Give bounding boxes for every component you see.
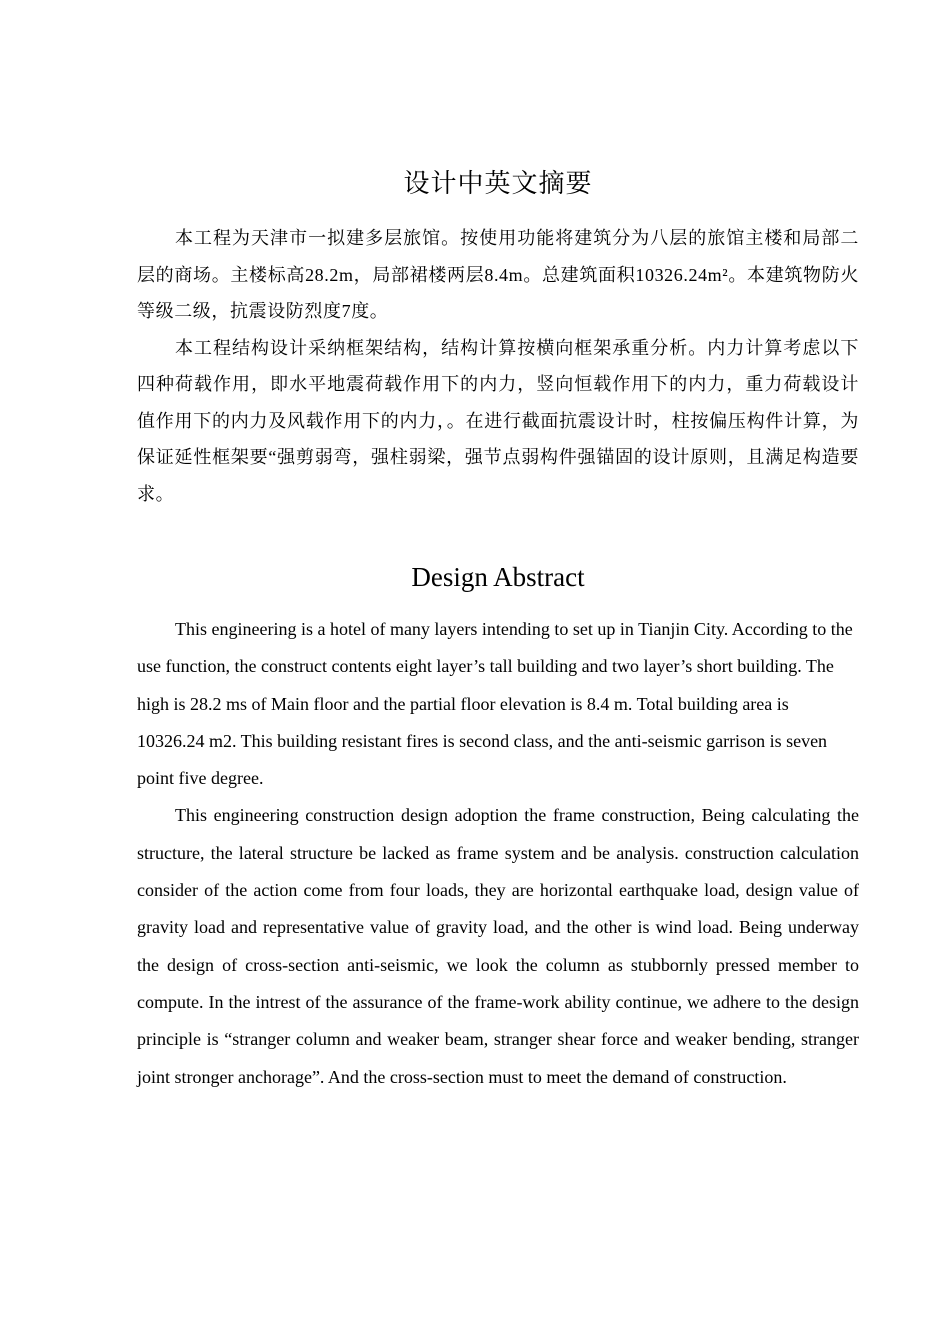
chinese-paragraph-1: 本工程为天津市一拟建多层旅馆。按使用功能将建筑分为八层的旅馆主楼和局部二层的商场。主楼标高28.2m，局部裙楼两层8.4m。总建筑面积10326.24m²。本建筑物防火等级二级，抗震设防烈度7度。: [137, 228, 859, 321]
english-paragraph-1: This engineering is a hotel of many layers intending to set up in Tianjin City. According to the use function, the construct contents eight layer’s tall building and two layer’s short building. The high is 28.2 ms of Main floor and the partial floor elevation is 8.4 m. Total building area is 10326.24 m2. This building resistant fires is second class, and the anti-seismic garrison is seven point five degree.: [137, 619, 853, 789]
chinese-abstract-title: 设计中英文摘要: [403, 169, 593, 198]
chinese-paragraph-2: 本工程结构设计采纳框架结构，结构计算按横向框架承重分析。内力计算考虑以下四种荷载作用，即水平地震荷载作用下的内力，竖向恒载作用下的内力，重力荷载设计值作用下的内力及风载作用下的内力，。在进行截面抗震设计时，柱按偏压构件计算，为保证延性框架要“强剪弱弯，强柱弱梁，强节点弱构件强锚固的设计原则，且满足构造要求。: [137, 337, 859, 504]
chinese-abstract-body: [137, 220, 859, 512]
english-abstract-title: Design Abstract: [411, 562, 585, 592]
english-paragraph-2: This engineering construction design adoption the frame construction, Being calculating the structure, the lateral structure be lacked as frame system and be analysis. construction calculation consider of the action come from four loads, they are horizontal earthquake load, design value of gravity load and representative value of gravity load, and the other is wind load. Being underway the design of cross-section anti-seismic, we look the column as stubbornly pressed member to compute. In the intrest of the assurance of the frame-work ability continue, we adhere to the design principle is “stranger column and weaker beam, stranger shear force and weaker bending, stranger joint stronger anchorage”. And the cross-section must to meet the demand of construction.: [137, 805, 859, 1087]
english-abstract-body: [137, 611, 859, 1096]
